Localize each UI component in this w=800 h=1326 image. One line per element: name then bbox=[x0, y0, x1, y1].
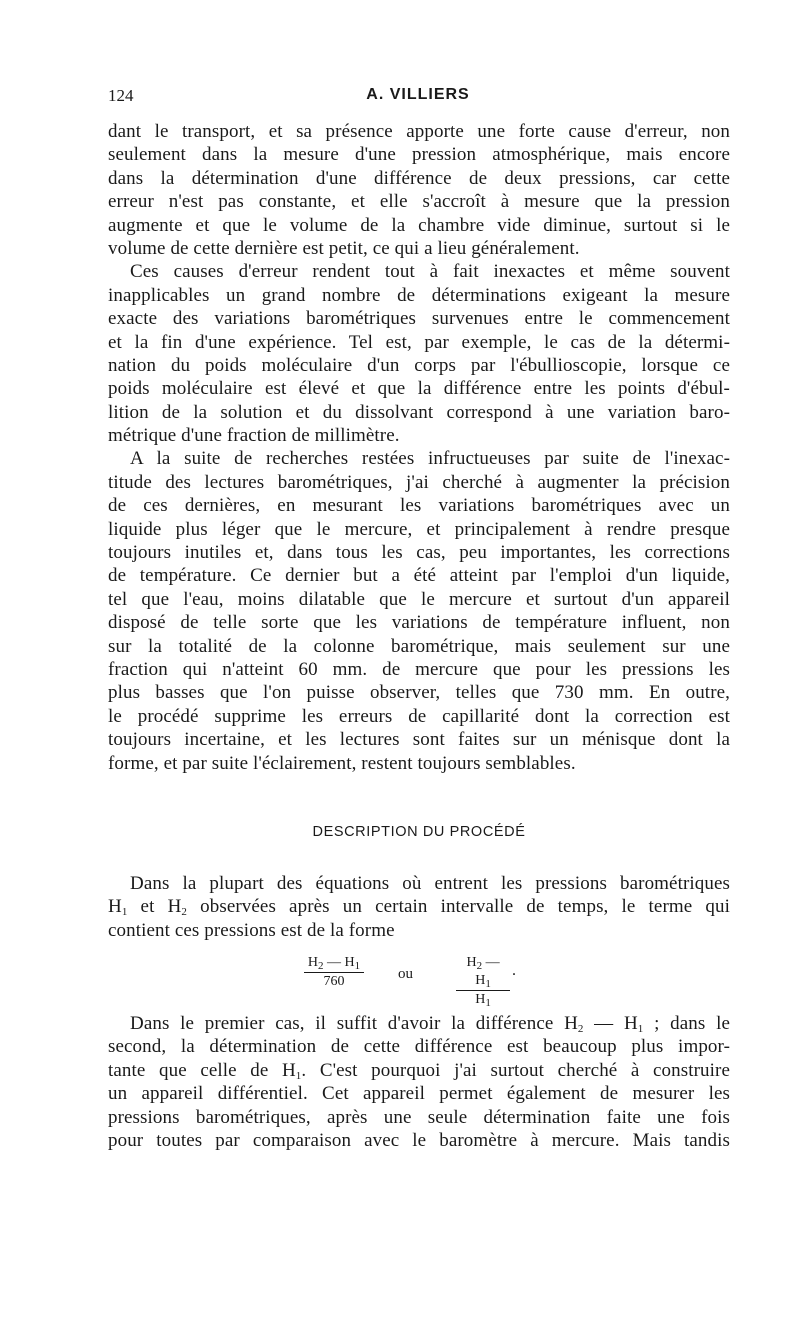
subscript: 2 bbox=[476, 960, 483, 972]
text-fragment: ; dans le bbox=[643, 1013, 730, 1034]
text-fragment: — H bbox=[323, 955, 355, 970]
text-line: pressions barométriques, après une seule détermination faite une fois bbox=[108, 1106, 730, 1128]
paragraph-3 bbox=[108, 447, 730, 774]
text-fragment: Dans le premier cas, il suffit d'avoir la différence H bbox=[130, 1013, 578, 1034]
text-fragment: H bbox=[475, 992, 486, 1007]
formula bbox=[108, 950, 730, 1009]
fraction-denominator bbox=[456, 991, 510, 1009]
text-fragment: et H bbox=[127, 896, 182, 918]
text-line: de température. Ce dernier but a été atteint par l'emploi d'un liquide, bbox=[108, 565, 730, 587]
text-fragment: H bbox=[108, 896, 122, 918]
text-line: second, la détermination de cette différence est beaucoup plus impor- bbox=[108, 1036, 730, 1058]
text-fragment: . C'est pourquoi j'ai surtout cherché à construire bbox=[301, 1059, 730, 1081]
formula-connector: ou bbox=[398, 966, 413, 982]
text-line: pour toutes par comparaison avec le baromètre à mercure. Mais tandis bbox=[108, 1129, 730, 1151]
text-line: dans la détermination d'une différence de deux pressions, car cette bbox=[108, 167, 730, 189]
text-line bbox=[108, 1012, 730, 1035]
text-line: toujours incertaine, et les lectures sont faites sur un ménisque dont la bbox=[108, 729, 730, 751]
text-line bbox=[108, 895, 730, 918]
text-line: liquide plus léger que le mercure, et principalement à rendre presque bbox=[108, 518, 730, 540]
text-line: exacte des variations barométriques survenues entre le commencement bbox=[108, 308, 730, 330]
text-line: le procédé supprime les erreurs de capillarité dont la correction est bbox=[108, 705, 730, 727]
text-line: sur la totalité de la colonne barométrique, mais seulement sur une bbox=[108, 635, 730, 657]
paragraph-5 bbox=[108, 1012, 730, 1152]
subscript: 1 bbox=[121, 906, 128, 919]
text-line bbox=[108, 1059, 730, 1082]
text-line: poids moléculaire est élevé et que la différence entre les points d'ébul- bbox=[108, 378, 730, 400]
running-title: A. VILLIERS bbox=[366, 86, 470, 103]
text-fragment: — H bbox=[583, 1013, 638, 1034]
fraction-denominator: 760 bbox=[323, 974, 345, 989]
text-line: contient ces pressions est de la forme bbox=[108, 919, 395, 941]
subscript: 1 bbox=[485, 997, 491, 1009]
text-line: A la suite de recherches restées infructueuses par suite de l'inexac- bbox=[130, 448, 730, 470]
fraction-over-760 bbox=[304, 954, 364, 991]
page-number: 124 bbox=[108, 86, 134, 105]
text-line: et la fin d'une expérience. Tel est, par exemple, le cas de la détermi- bbox=[108, 331, 730, 353]
text-line: tel que l'eau, moins dilatable que le mercure et surtout d'un appareil bbox=[108, 588, 730, 610]
text-line: fraction qui n'atteint 60 mm. de mercure que pour les pressions les bbox=[108, 658, 730, 680]
text-line: Ces causes d'erreur rendent tout à fait inexactes et même souvent bbox=[130, 261, 730, 283]
text-line: lition de la solution et du dissolvant correspond à une variation baro- bbox=[108, 401, 730, 423]
text-line: nation du poids moléculaire d'un corps par l'ébullioscopie, lorsque ce bbox=[108, 354, 730, 376]
fraction-numerator bbox=[304, 954, 364, 973]
text-fragment: tante que celle de H bbox=[108, 1059, 296, 1081]
subscript: 1 bbox=[485, 978, 491, 990]
paragraph-1 bbox=[108, 120, 730, 260]
fraction-numerator bbox=[456, 954, 510, 991]
text-line: titude des lectures barométriques, j'ai cherché à augmenter la précision bbox=[108, 471, 730, 493]
text-line: un appareil différentiel. Cet appareil permet également de mesurer les bbox=[108, 1083, 730, 1105]
text-fragment: observées après un certain intervalle de temps, le terme qui bbox=[187, 896, 730, 918]
text-line: de ces dernières, en mesurant les variations barométriques avec un bbox=[108, 495, 730, 517]
text-line: métrique d'une fraction de millimètre. bbox=[108, 425, 400, 447]
text-line: dant le transport, et sa présence apporte une forte cause d'erreur, non bbox=[108, 121, 730, 142]
text-line: Dans la plupart des équations où entrent les pressions barométriques bbox=[130, 873, 730, 894]
running-head bbox=[108, 86, 728, 110]
text-fragment: H bbox=[307, 955, 318, 970]
text-fragment: — H bbox=[475, 955, 500, 988]
subscript: 2 bbox=[577, 1023, 584, 1035]
text-line: volume de cette dernière est petit, ce qui a lieu généralement. bbox=[108, 237, 580, 259]
text-line: toujours inutiles et, dans tous les cas, peu importantes, les corrections bbox=[108, 542, 730, 564]
text-line: forme, et par suite l'éclairement, restent toujours semblables. bbox=[108, 752, 576, 774]
paragraph-4 bbox=[108, 872, 730, 942]
body-text bbox=[108, 120, 730, 775]
subscript: 2 bbox=[318, 960, 324, 972]
subscript: 2 bbox=[181, 906, 188, 919]
formula-period: . bbox=[512, 962, 516, 979]
subscript: 1 bbox=[637, 1023, 644, 1035]
text-line: inapplicables un grand nombre de déterminations exigeant la mesure bbox=[108, 284, 730, 306]
text-line: seulement dans la mesure d'une pression atmosphérique, mais encore bbox=[108, 144, 730, 166]
subscript: 1 bbox=[295, 1069, 302, 1082]
text-line: plus basses que l'on puisse observer, telles que 730 mm. En outre, bbox=[108, 682, 730, 704]
text-line: disposé de telle sorte que les variations de température influent, non bbox=[108, 612, 730, 634]
paragraph-2 bbox=[108, 260, 730, 447]
text-line: erreur n'est pas constante, et elle s'accroît à mesure que la pression bbox=[108, 191, 730, 213]
text-fragment: H bbox=[466, 955, 477, 970]
text-line: augmente et que le volume de la chambre vide diminue, surtout si le bbox=[108, 214, 730, 236]
section-heading: DESCRIPTION DU PROCÉDÉ bbox=[312, 824, 526, 840]
subscript: 1 bbox=[354, 960, 361, 972]
fraction-over-h1 bbox=[456, 954, 510, 1009]
